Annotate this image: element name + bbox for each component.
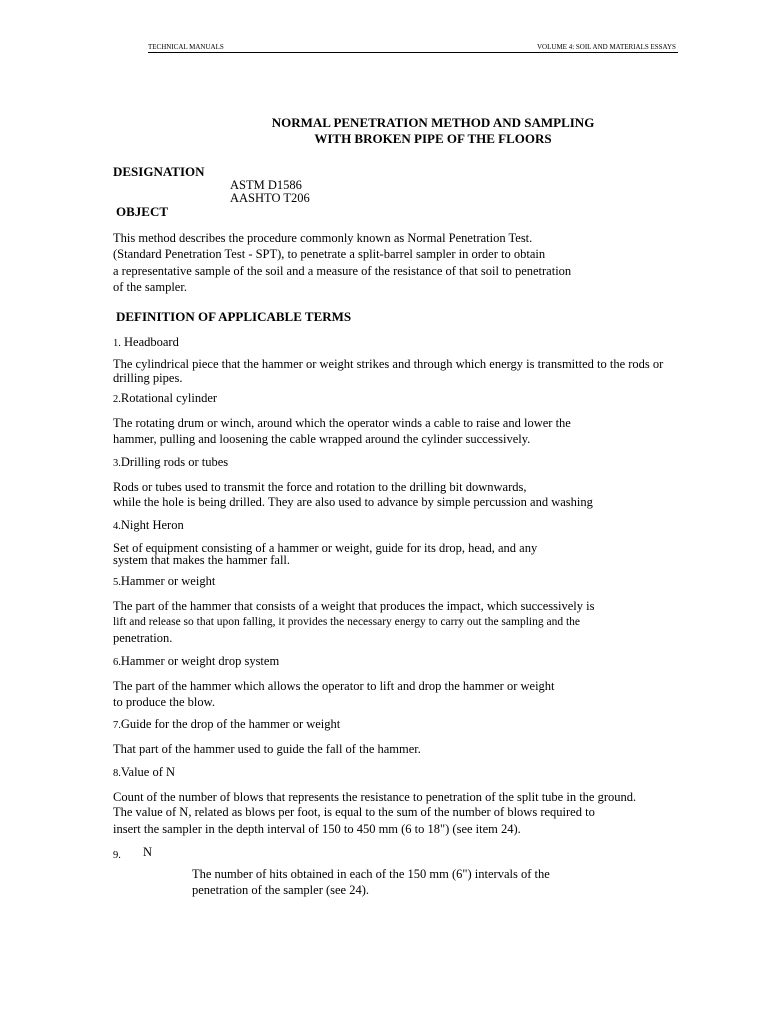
- document-title-line-2: WITH BROKEN PIPE OF THE FLOORS: [314, 131, 552, 146]
- term-definition-line: The number of hits obtained in each of the 150 mm (6") intervals of the: [192, 867, 550, 881]
- object-line: a representative sample of the soil and a measure of the resistance of that soil to penetration: [113, 264, 572, 278]
- term-number: 4.: [113, 521, 121, 532]
- term-title-n: N: [143, 845, 153, 859]
- object-line: of the sampler.: [113, 280, 187, 294]
- term-definition-line: drilling pipes.: [113, 371, 183, 385]
- term-name: Rotational cylinder: [120, 391, 218, 405]
- term-title-rotational-cylinder: [113, 391, 217, 406]
- term-definition-line: The value of N, related as blows per foot, is equal to the sum of the number of blows required to: [113, 805, 595, 819]
- term-title-value-of-n: [113, 765, 175, 780]
- designation-astm: ASTM D1586: [230, 178, 302, 192]
- running-header-right: VOLUME 4: SOIL AND MATERIALS ESSAYS: [537, 43, 676, 51]
- term-name: Guide for the drop of the hammer or weight: [120, 717, 341, 731]
- definitions-heading: DEFINITION OF APPLICABLE TERMS: [116, 309, 352, 324]
- term-definition-line: hammer, pulling and loosening the cable wrapped around the cylinder successively.: [113, 432, 531, 446]
- term-name: Value of N: [120, 765, 176, 779]
- term-number: 5.: [113, 577, 121, 588]
- term-number: 1.: [113, 338, 121, 349]
- term-definition-line: Count of the number of blows that represents the resistance to penetration of the split tube in the ground.: [113, 790, 637, 804]
- term-definition-line: The part of the hammer that consists of a weight that produces the impact, which successively is: [113, 599, 595, 613]
- term-title-drilling-rods: [113, 455, 228, 470]
- designation-heading: DESIGNATION: [113, 164, 205, 179]
- term-name: Drilling rods or tubes: [120, 455, 229, 469]
- term-definition-line: The rotating drum or winch, around which the operator winds a cable to raise and lower the: [113, 416, 571, 430]
- designation-aashto: AASHTO T206: [230, 191, 310, 205]
- term-number: 8.: [113, 768, 121, 779]
- term-number: 3.: [113, 458, 121, 469]
- term-definition-line: insert the sampler in the depth interval of 150 to 450 mm (6 to 18") (see item 24).: [113, 822, 521, 836]
- term-title-drop-system: [113, 654, 279, 669]
- object-line: This method describes the procedure commonly known as Normal Penetration Test.: [113, 231, 533, 245]
- term-title-drop-guide: [113, 717, 340, 732]
- term-name: Hammer or weight: [120, 574, 216, 588]
- document-title-line-1: NORMAL PENETRATION METHOD AND SAMPLING: [271, 115, 595, 130]
- term-definition-line: The cylindrical piece that the hammer or weight strikes and through which energy is transmitted to the rods or: [113, 357, 664, 371]
- term-name: Night Heron: [120, 518, 184, 532]
- term-title-headboard: [113, 335, 179, 350]
- term-definition-line: to produce the blow.: [113, 695, 215, 709]
- term-definition-line: Rods or tubes used to transmit the force and rotation to the drilling bit downwards,: [113, 480, 527, 494]
- term-number: 6.: [113, 657, 121, 668]
- term-definition-line: penetration of the sampler (see 24).: [192, 883, 370, 897]
- term-definition-line: penetration.: [113, 631, 173, 645]
- term-number-9: 9.: [113, 850, 121, 861]
- term-number: 7.: [113, 720, 121, 731]
- object-line: (Standard Penetration Test - SPT), to penetrate a split-barrel sampler in order to obtain: [113, 247, 546, 261]
- term-title-night-heron: [113, 518, 184, 533]
- term-number: 2.: [113, 394, 121, 405]
- term-definition-line: while the hole is being drilled. They are also used to advance by simple percussion and washing: [113, 495, 593, 509]
- header-rule: [148, 52, 678, 53]
- term-definition-line: system that makes the hammer fall.: [113, 553, 291, 567]
- term-title-hammer-or-weight: [113, 574, 215, 589]
- term-name: Headboard: [120, 335, 179, 349]
- term-definition-line: Set of equipment consisting of a hammer or weight, guide for its drop, head, and any: [113, 541, 538, 555]
- term-definition-line: That part of the hammer used to guide the fall of the hammer.: [113, 742, 421, 756]
- term-definition-line: The part of the hammer which allows the operator to lift and drop the hammer or weight: [113, 679, 555, 693]
- object-heading: OBJECT: [116, 204, 169, 219]
- running-header-left: TECHNICAL MANUALS: [148, 43, 224, 51]
- term-name: Hammer or weight drop system: [120, 654, 280, 668]
- term-definition-line: lift and release so that upon falling, it provides the necessary energy to carry out the sampling and the: [113, 616, 580, 628]
